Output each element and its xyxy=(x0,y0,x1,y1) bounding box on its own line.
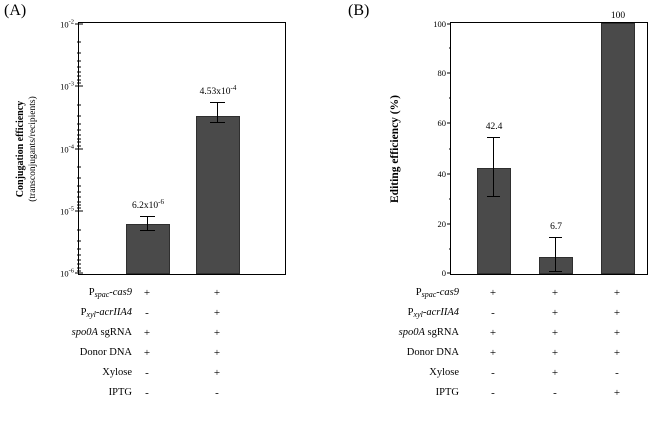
panel-a-minor-tick-right xyxy=(79,52,81,53)
panel-b-ytick-label-80: 80 xyxy=(437,68,446,79)
panel-a-ytick-label-5: $10^{-6}$ xyxy=(60,267,74,279)
panel-a-plot-frame xyxy=(14,18,286,279)
panel-b-bar-label-2: 6.7 xyxy=(550,222,562,232)
panel-b-bar-label-3: 100 xyxy=(610,11,626,21)
panel-b-bar-1 xyxy=(477,168,511,274)
panel-b-condition-value-1-2: + xyxy=(551,287,559,299)
panel-b-bar-label-1: 42.4 xyxy=(485,122,503,132)
panel-b-ytick-label-20: 20 xyxy=(437,218,446,229)
panel-a-condition-label-6: IPTG xyxy=(108,387,132,398)
panel-a-condition-value-1-2: + xyxy=(213,287,221,299)
panel-a-minor-tick-right xyxy=(79,71,81,72)
panel-a-minor-tick-right xyxy=(79,260,81,261)
panel-a-ytick-mark-right-1 xyxy=(79,23,83,24)
panel-b-plot-frame xyxy=(388,11,648,279)
panel-b-condition-table xyxy=(334,283,669,403)
panel-b-condition-value-6-2: - xyxy=(553,387,557,399)
panel-a-minor-tick-right xyxy=(79,255,81,256)
panel-b-condition-value-4-1: + xyxy=(489,347,497,359)
panel-b-minor-tick xyxy=(449,198,451,199)
panel-a-minor-tick-right xyxy=(79,197,81,198)
panel-b-label: (B) xyxy=(348,2,370,19)
panel-b-bar-3 xyxy=(601,23,635,274)
panel-b-condition-value-5-1: - xyxy=(491,367,495,379)
panel-b-condition-value-1-3: + xyxy=(613,287,621,299)
panel-b-condition-row-3 xyxy=(334,323,669,343)
panel-a-ytick-mark-right-5 xyxy=(79,273,83,274)
panel-a-minor-tick-right xyxy=(79,79,81,80)
panel-b-condition-label-2: $P_{xyl}-acrIIA4$ xyxy=(407,307,459,319)
panel-a-condition-label-2: $P_{xyl}-acrIIA4$ xyxy=(80,307,132,319)
panel-a-minor-tick-right xyxy=(79,134,81,135)
panel-b-condition-label-1: $P_{spac}-cas9$ xyxy=(415,287,459,299)
panel-a-condition-value-5-1: - xyxy=(145,367,149,379)
panel-b-condition-value-4-2: + xyxy=(551,347,559,359)
panel-a-condition-row-2 xyxy=(0,303,300,323)
panel-a-condition-row-1 xyxy=(0,283,300,303)
panel-b-condition-label-5: Xylose xyxy=(429,367,459,378)
panel-a-minor-tick-right xyxy=(79,230,81,231)
panel-a-condition-value-2-1: - xyxy=(145,307,149,319)
panel-a-minor-tick-right xyxy=(79,167,81,168)
panel-a-minor-tick-right xyxy=(79,178,81,179)
panel-a-y-axis-title-sub: (transconjugants/recipients) xyxy=(27,95,38,202)
panel-a-ytick-label-2: $10^{-3}$ xyxy=(60,80,74,92)
panel-a-y-axis-title xyxy=(15,29,39,269)
panel-b-condition-label-6: IPTG xyxy=(435,387,459,398)
panel-a-condition-value-4-2: + xyxy=(213,347,221,359)
panel-a-condition-label-1: $P_{spac}-cas9$ xyxy=(88,287,132,299)
panel-a-condition-value-6-2: - xyxy=(215,387,219,399)
panel-a-condition-row-4 xyxy=(0,343,300,363)
panel-a-minor-tick-right xyxy=(79,129,81,130)
panel-a-minor-tick-right xyxy=(79,241,81,242)
panel-a-condition-value-3-1: + xyxy=(143,327,151,339)
panel-a-ytick-mark-right-2 xyxy=(79,85,83,86)
panel-a-minor-tick-right xyxy=(79,142,81,143)
panel-b-error-cap-top-1 xyxy=(487,137,500,138)
panel-b-minor-tick xyxy=(449,48,451,49)
panel-b-error-cap-bottom-1 xyxy=(487,196,500,197)
panel-a-condition-row-5 xyxy=(0,363,300,383)
panel-a-condition-label-3: spo0A sgRNA xyxy=(71,327,132,338)
panel-b-condition-label-3: spo0A sgRNA xyxy=(398,327,459,338)
panel-a-condition-row-6 xyxy=(0,383,300,403)
panel-a-error-cap-bottom-1 xyxy=(140,230,155,231)
panel-a-condition-value-1-1: + xyxy=(143,287,151,299)
panel-a-ytick-label-1: $10^{-2}$ xyxy=(60,18,74,30)
panel-b-condition-value-2-1: - xyxy=(491,307,495,319)
panel-a-minor-tick-right xyxy=(79,41,81,42)
panel-a-minor-tick-right xyxy=(79,60,81,61)
panel-b-condition-value-6-1: - xyxy=(491,387,495,399)
panel-b-error-bar-2 xyxy=(555,238,556,272)
panel-b-condition-value-5-2: + xyxy=(551,367,559,379)
panel-b-y-axis-title: Editing efficiency (%) xyxy=(388,94,401,203)
panel-b-error-bar-1 xyxy=(493,138,494,197)
panel-b-condition-value-1-1: + xyxy=(489,287,497,299)
panel-b-condition-row-5 xyxy=(334,363,669,383)
panel-b-condition-row-4 xyxy=(334,343,669,363)
panel-a-minor-tick-right xyxy=(79,208,81,209)
panel-a-condition-value-3-2: + xyxy=(213,327,221,339)
panel-b-condition-value-3-1: + xyxy=(489,327,497,339)
panel-b-condition-value-3-3: + xyxy=(613,327,621,339)
panel-b-condition-value-6-3: + xyxy=(613,387,621,399)
panel-a-minor-tick-right xyxy=(79,138,81,139)
panel-a-minor-tick-right xyxy=(79,271,81,272)
panel-a-condition-value-4-1: + xyxy=(143,347,151,359)
panel-b-ytick-label-40: 40 xyxy=(437,168,446,179)
panel-a-minor-tick-right xyxy=(79,201,81,202)
panel-a-error-cap-top-2 xyxy=(210,102,225,103)
panel-b-minor-tick xyxy=(449,148,451,149)
panel-a-ytick-mark-right-3 xyxy=(79,148,83,149)
panel-a-minor-tick-right xyxy=(79,267,81,268)
panel-a-condition-value-5-2: + xyxy=(213,367,221,379)
panel-a-bar-2 xyxy=(196,116,240,274)
panel-a-minor-tick-right xyxy=(79,186,81,187)
panel-b-condition-row-1 xyxy=(334,283,669,303)
panel-a-minor-tick-right xyxy=(79,76,81,77)
panel-b-minor-tick xyxy=(449,248,451,249)
panel-a xyxy=(0,0,334,425)
panel-a-condition-value-2-2: + xyxy=(213,307,221,319)
panel-b-error-cap-top-2 xyxy=(549,237,562,238)
panel-a-condition-row-3 xyxy=(0,323,300,343)
panel-a-y-axis-title-main: Conjugation efficiency xyxy=(14,100,26,197)
panel-a-label: (A) xyxy=(4,2,27,19)
panel-a-minor-tick-right xyxy=(79,264,81,265)
panel-a-condition-value-6-1: - xyxy=(145,387,149,399)
panel-a-condition-table xyxy=(0,283,300,403)
panel-a-condition-label-5: Xylose xyxy=(102,367,132,378)
panel-b-ytick-label-60: 60 xyxy=(437,118,446,129)
panel-b-condition-value-2-3: + xyxy=(613,307,621,319)
panel-b-minor-tick xyxy=(449,98,451,99)
panel-a-ytick-label-4: $10^{-5}$ xyxy=(60,205,74,217)
panel-a-minor-tick-right xyxy=(79,104,81,105)
panel-a-error-cap-bottom-2 xyxy=(210,122,225,123)
panel-a-error-bar-2 xyxy=(217,103,218,123)
panel-b xyxy=(334,0,669,425)
panel-a-minor-tick-right xyxy=(79,192,81,193)
panel-a-minor-tick-right xyxy=(79,66,81,67)
panel-a-error-cap-top-1 xyxy=(140,216,155,217)
panel-b-condition-value-2-2: + xyxy=(551,307,559,319)
panel-a-ytick-mark-right-4 xyxy=(79,211,83,212)
panel-b-condition-value-4-3: + xyxy=(613,347,621,359)
panel-a-minor-tick-right xyxy=(79,123,81,124)
panel-a-ytick-label-3: $10^{-4}$ xyxy=(60,143,74,154)
panel-a-bar-label-2: $4.53x10^{-4}$ xyxy=(199,83,237,97)
panel-a-bar-1 xyxy=(126,224,170,274)
panel-a-minor-tick-right xyxy=(79,145,81,146)
panel-b-condition-value-5-3: - xyxy=(615,367,619,379)
panel-b-condition-value-3-2: + xyxy=(551,327,559,339)
panel-a-minor-tick-right xyxy=(79,115,81,116)
panel-b-ytick-label-0: 0 xyxy=(441,268,446,279)
panel-a-condition-label-4: Donor DNA xyxy=(79,347,132,358)
panel-a-error-bar-1 xyxy=(147,217,148,231)
panel-b-condition-row-2 xyxy=(334,303,669,323)
panel-a-bar-label-1: $6.2x10^{-6}$ xyxy=(132,197,164,211)
panel-b-ytick-label-100: 100 xyxy=(433,18,446,29)
panel-b-condition-row-6 xyxy=(334,383,669,403)
panel-a-minor-tick-right xyxy=(79,249,81,250)
panel-a-minor-tick-right xyxy=(79,82,81,83)
panel-a-minor-tick-right xyxy=(79,205,81,206)
panel-b-error-cap-bottom-2 xyxy=(549,271,562,272)
panel-b-condition-label-4: Donor DNA xyxy=(406,347,459,358)
